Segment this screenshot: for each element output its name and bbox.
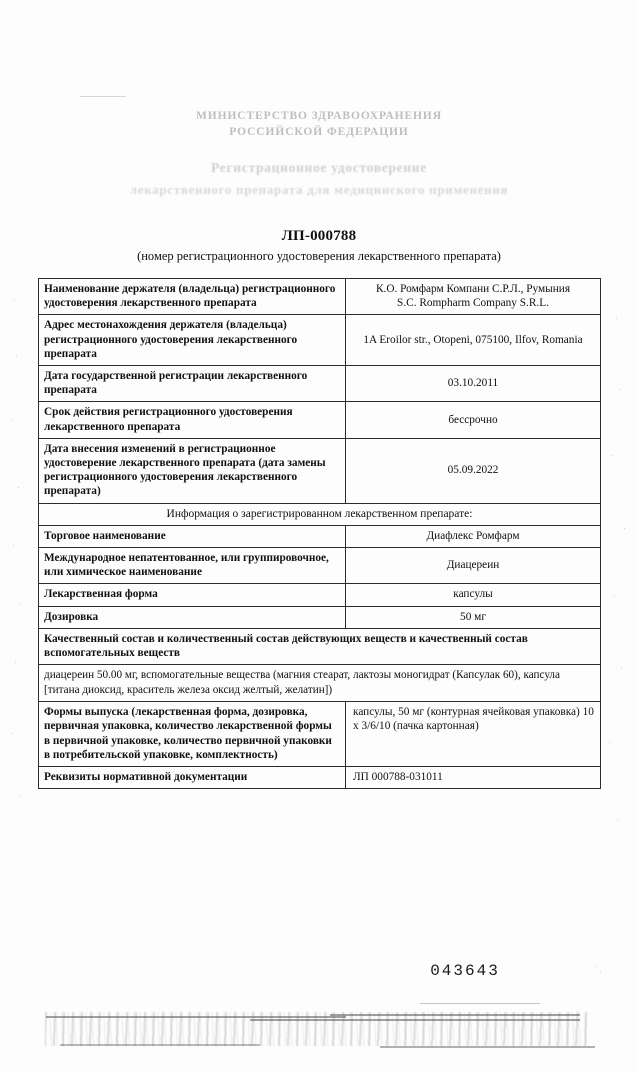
certificate-line-2: лекарственного препарата для медицинского применения [129,182,509,197]
scan-streak-5 [380,1046,595,1048]
validity-value: бессрочно [346,402,601,438]
table-row-trade-name [39,525,601,547]
holder-name-label: Наименование держателя (владельца) регистрационного удостоверения лекарственного препарата [39,279,346,315]
section-header: Информация о зарегистрированном лекарственном препарате: [39,503,601,525]
amendment-value: 05.09.2022 [346,438,601,503]
table-row-package [39,702,601,767]
certificate-title [0,157,638,201]
dosage-form-value: капсулы [346,584,601,606]
scan-streak-3 [330,1014,580,1016]
holder-name-value [346,279,601,315]
table-row-validity [39,402,601,438]
registration-number: ЛП-000788 [281,228,357,244]
validity-label: Срок действия регистрационного удостоверения лекарственного препарата [39,402,346,438]
holder-name-value-ru: К.О. Ромфарм Компани С.Р.Л., Румыния [375,283,571,295]
serial-number: 043643 [430,962,500,980]
registration-number-caption: (номер регистрационного удостоверения лекарственного препарата) [137,249,501,263]
holder-name-value-en: S.C. Rompharm Company S.R.L. [397,297,549,310]
package-label: Формы выпуска (лекарственная форма, дозировка, первичная упаковка, количество лекарственной формы в первичной упаковке, количество первичной упаковки в потребительской упаковке, комплектность) [39,702,346,767]
table-row-holder-address [39,315,601,366]
ministry-line-1: МИНИСТЕРСТВО ЗДРАВООХРАНЕНИЯ [196,110,442,122]
table-row-holder-name [39,279,601,315]
registration-date-value: 03.10.2011 [346,366,601,402]
composition-header: Качественный состав и количественный состав действующих веществ и качественный состав вспомогательных веществ [39,628,601,664]
dosage-label: Дозировка [39,606,346,628]
inn-value: Диацереин [346,548,601,584]
package-value: капсулы, 50 мг (контурная ячейковая упаковка) 10 х 3/6/10 (пачка картонная) [346,702,601,767]
table-row-normative [39,767,601,789]
table-row-composition-header [39,628,601,664]
dosage-form-label: Лекарственная форма [39,584,346,606]
scan-streak-1 [46,1016,346,1018]
trade-name-label: Торговое наименование [39,525,346,547]
table-row-dosage [39,606,601,628]
holder-address-value: 1A Eroilor str., Otopeni, 075100, Ilfov, Romania [346,315,601,366]
table-row-dosage-form [39,584,601,606]
table-row-inn [39,548,601,584]
table-row-registration-date [39,366,601,402]
table-row-amendment-date [39,438,601,503]
ministry-line-2: РОССИЙСКОЙ ФЕДЕРАЦИИ [229,126,409,138]
table-row-section-header [39,503,601,525]
certificate-line-1: Регистрационное удостоверение [211,160,427,175]
inn-label: Международное непатентованное, или группировочное, или химическое наименование [39,548,346,584]
scan-streak-2 [250,1019,580,1021]
trade-name-value: Диафлекс Ромфарм [346,525,601,547]
holder-address-label: Адрес местонахождения держателя (владельца) регистрационного удостоверения лекарственного препарата [39,315,346,366]
registration-details-table [38,278,601,789]
scan-streak-4 [60,1044,260,1046]
normative-value: ЛП 000788-031011 [346,767,601,789]
amendment-label: Дата внесения изменений в регистрационное удостоверение лекарственного препарата (дата замены регистрационного удостоверения лекарственного препарата) [39,438,346,503]
composition-text: диацереин 50.00 мг, вспомогательные вещества (магния стеарат, лактозы моногидрат (Капсулак 60), капсула [титана диоксид, краситель железа оксид желтый, желатин]) [39,665,601,702]
table-row-composition-text [39,665,601,702]
dosage-value: 50 мг [346,606,601,628]
normative-label: Реквизиты нормативной документации [39,767,346,789]
ministry-header [0,108,638,201]
registration-date-label: Дата государственной регистрации лекарственного препарата [39,366,346,402]
